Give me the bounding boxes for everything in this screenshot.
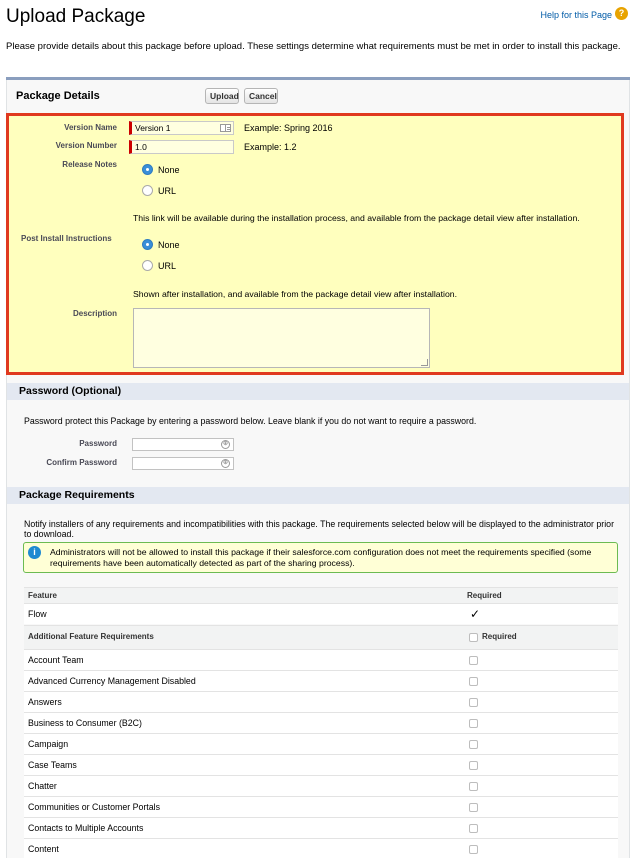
feature-label: Content: [28, 844, 59, 854]
feature-checkbox[interactable]: [469, 803, 478, 812]
post-install-url-radio[interactable]: [142, 260, 153, 271]
version-name-value: Version 1: [135, 123, 171, 133]
release-notes-url-label: URL: [158, 186, 177, 196]
additional-required-header: Required: [482, 632, 517, 641]
description-textarea[interactable]: [133, 308, 430, 368]
feature-checkbox[interactable]: [469, 656, 478, 665]
page-intro: Please provide details about this package before upload. These settings determine what requirements must be met in order to install this package.: [6, 41, 621, 52]
post-install-hint: Shown after installation, and available from the package detail view after installation.: [133, 289, 458, 299]
password-intro: Password protect this Package by entering a password below. Leave blank if you do not want to require a password.: [24, 416, 477, 426]
table-row: [24, 838, 618, 859]
feature-label: Advanced Currency Management Disabled: [28, 676, 196, 686]
help-icon[interactable]: ?: [615, 7, 628, 20]
version-name-label: Version Name: [64, 123, 117, 132]
additional-header-row: [24, 625, 618, 649]
confirm-password-input[interactable]: [132, 457, 234, 470]
table-row: [24, 796, 618, 817]
post-install-none-radio[interactable]: [142, 239, 153, 250]
post-install-url-label: URL: [158, 261, 177, 271]
feature-checkbox[interactable]: [469, 698, 478, 707]
description-label: Description: [72, 309, 117, 318]
feature-checkbox[interactable]: [469, 782, 478, 791]
password-eye-icon[interactable]: ⊕: [222, 441, 229, 447]
requirements-intro: Notify installers of any requirements and incompatibilities with this package. The requirements selected below will be displayed to the administrator prior to download.: [24, 519, 615, 539]
required-header: Required: [467, 591, 502, 600]
flow-label: Flow: [28, 609, 47, 619]
lookup-icon[interactable]: [220, 124, 231, 132]
additional-header: Additional Feature Requirements: [28, 632, 154, 641]
table-row: [24, 817, 618, 838]
feature-checkbox[interactable]: [469, 824, 478, 833]
password-input[interactable]: [132, 438, 234, 451]
table-row-flow: [24, 603, 618, 624]
feature-checkbox[interactable]: [469, 719, 478, 728]
feature-label: Campaign: [28, 739, 69, 749]
feature-label: Business to Consumer (B2C): [28, 718, 142, 728]
table-row: [24, 775, 618, 796]
version-name-input[interactable]: [129, 121, 234, 135]
version-name-example: Example: Spring 2016: [244, 123, 333, 133]
feature-checkbox[interactable]: [469, 761, 478, 770]
post-install-label: Post Install Instructions: [21, 234, 112, 243]
package-details-title: Package Details: [16, 90, 100, 102]
release-notes-hint: This link will be available during the installation process, and available from the package detail view after installation.: [133, 213, 580, 223]
feature-label: Case Teams: [28, 760, 77, 770]
feature-checkbox[interactable]: [469, 845, 478, 854]
page-title: Upload Package: [6, 6, 146, 27]
requirements-section-title: Package Requirements: [19, 489, 135, 501]
cancel-button[interactable]: Cancel: [244, 88, 278, 104]
password-section-title: Password (Optional): [19, 385, 122, 397]
table-row: [24, 754, 618, 775]
select-all-checkbox[interactable]: [469, 633, 478, 642]
info-icon: i: [28, 546, 41, 559]
resize-handle-icon[interactable]: [421, 359, 428, 366]
confirm-password-eye-icon[interactable]: ⊕: [222, 460, 229, 466]
feature-label: Answers: [28, 697, 62, 707]
release-notes-url-radio[interactable]: [142, 185, 153, 196]
requirements-info-text: Administrators will not be allowed to install this package if their salesforce.com configuration does not meet the requirements specified (some requirements have been automatically detected as part of the sharing process).: [50, 547, 592, 568]
feature-header: Feature: [28, 591, 57, 600]
version-number-value: 1.0: [135, 142, 147, 152]
table-row: [24, 649, 618, 670]
help-link[interactable]: Help for this Page: [540, 10, 612, 20]
release-notes-none-radio[interactable]: [142, 164, 153, 175]
release-notes-label: Release Notes: [62, 160, 117, 169]
feature-label: Account Team: [28, 655, 84, 665]
checkmark-icon: ✓: [470, 607, 481, 621]
feature-label: Communities or Customer Portals: [28, 802, 160, 812]
release-notes-none-label: None: [158, 165, 180, 175]
table-row: [24, 733, 618, 754]
table-header-row: [24, 587, 618, 603]
version-number-label: Version Number: [55, 141, 117, 150]
feature-checkbox[interactable]: [469, 677, 478, 686]
confirm-password-label: Confirm Password: [46, 458, 117, 467]
table-row: [24, 670, 618, 691]
feature-label: Chatter: [28, 781, 57, 791]
table-row: [24, 691, 618, 712]
upload-button[interactable]: Upload: [205, 88, 239, 104]
password-label: Password: [79, 439, 117, 448]
feature-checkbox[interactable]: [469, 740, 478, 749]
post-install-none-label: None: [158, 240, 180, 250]
table-row: [24, 712, 618, 733]
version-number-example: Example: 1.2: [244, 142, 297, 152]
version-number-input[interactable]: [129, 140, 234, 154]
feature-label: Contacts to Multiple Accounts: [28, 823, 144, 833]
